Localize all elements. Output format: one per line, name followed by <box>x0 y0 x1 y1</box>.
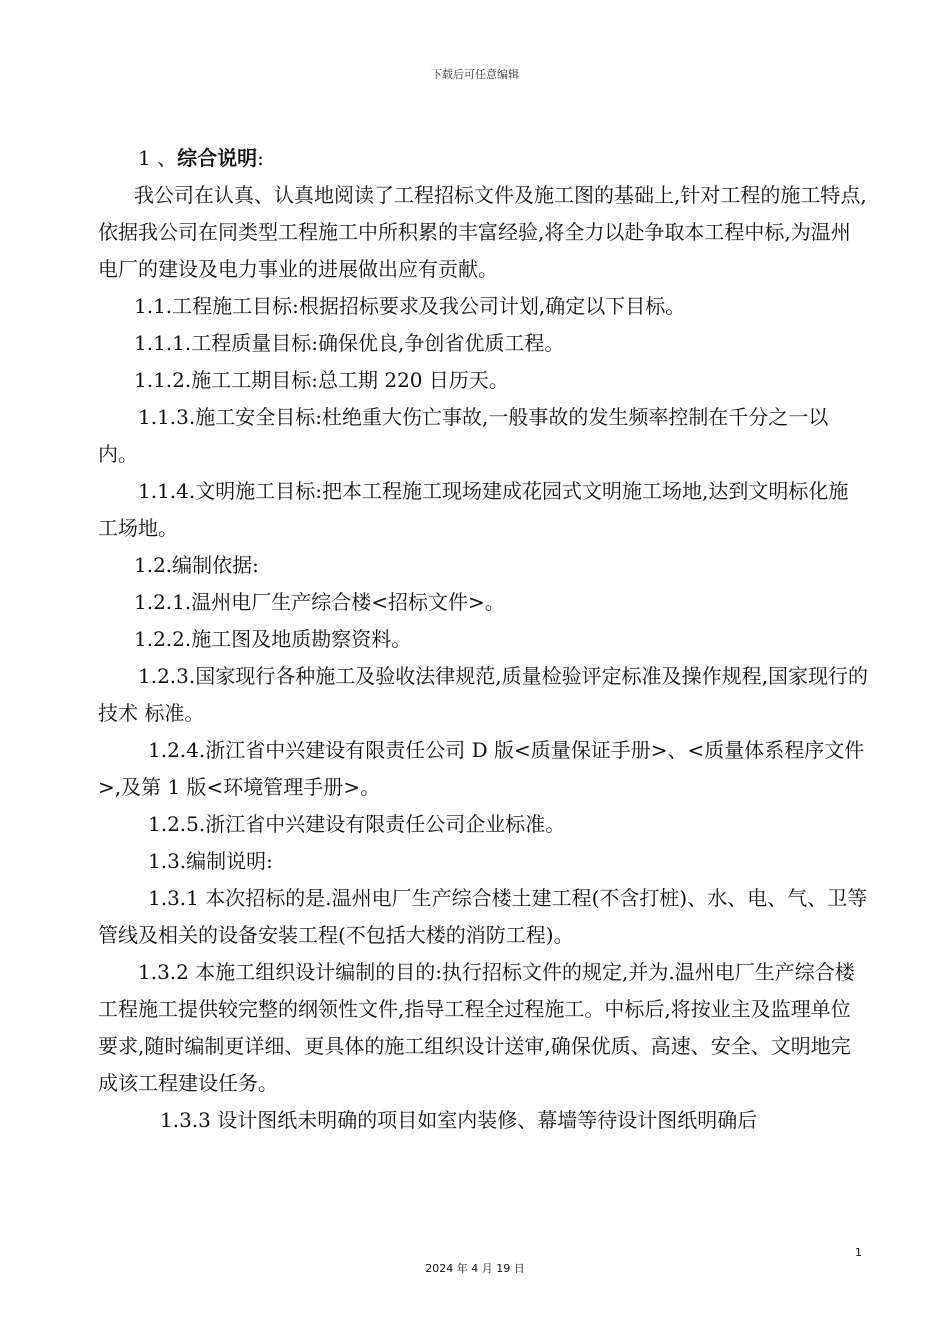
paragraph-1-3-2: 1.3.2 本施工组织设计编制的目的:执行招标文件的规定,并为.温州电厂生产综合楼工程施工提供较完整的纲领性文件,指导工程全过程施工。中标后,将按业主及监理单位要求,随时编制更详细、更具体的施工组织设计送审,确保优质、高速、安全、文明地完成该工程建设任务。 <box>98 960 855 1095</box>
paragraph-1-1-2: 1.1.2.施工工期目标:总工期 220 日历天。 <box>134 368 509 392</box>
paragraph-1-3-3: 1.3.3 设计图纸未明确的项目如室内装修、幕墙等待设计图纸明确后 <box>160 1108 758 1132</box>
page-header: 下载后可任意编辑 <box>431 68 519 81</box>
paragraph-1-1-1: 1.1.1.工程质量目标:确保优良,争创省优质工程。 <box>134 331 565 355</box>
paragraph-1-1: 1.1.工程施工目标:根据招标要求及我公司计划,确定以下目标。 <box>134 294 686 318</box>
footer-date: 2024 年 4 月 19 日 <box>425 1262 525 1275</box>
paragraph-1-2-4: 1.2.4.浙江省中兴建设有限责任公司 D 版<质量保证手册>、<质量体系程序文件>,及第 1 版<环境管理手册>。 <box>98 738 865 799</box>
paragraph-1-2-3: 1.2.3.国家现行各种施工及验收法律规范,质量检验评定标准及操作规程,国家现行的技术 标准。 <box>98 664 868 725</box>
paragraph-1-2-1: 1.2.1.温州电厂生产综合楼<招标文件>。 <box>134 590 505 614</box>
section-colon: : <box>257 146 264 170</box>
document-body <box>98 140 868 1139</box>
paragraph-1-3-1: 1.3.1 本次招标的是.温州电厂生产综合楼土建工程(不含打桩)、水、电、气、卫等管线及相关的设备安装工程(不包括大楼的消防工程)。 <box>98 886 868 947</box>
paragraph-intro: 我公司在认真、认真地阅读了工程招标文件及施工图的基础上,针对工程的施工特点,依据我公司在同类型工程施工中所积累的丰富经验,将全力以赴争取本工程中标,为温州电厂的建设及电力事业的进展做出应有贡献。 <box>98 183 867 281</box>
paragraph-1-2-2: 1.2.2.施工图及地质勘察资料。 <box>134 627 412 651</box>
paragraph-1-2-5: 1.2.5.浙江省中兴建设有限责任公司企业标准。 <box>148 812 566 836</box>
section-number: 1 、 <box>138 146 178 170</box>
page-number: 1 <box>855 1246 862 1259</box>
paragraph-1-1-4: 1.1.4.文明施工目标:把本工程施工现场建成花园式文明施工场地,达到文明标化施工场地。 <box>98 479 849 540</box>
paragraph-1-3: 1.3.编制说明: <box>148 849 273 873</box>
section-heading: 综合说明 <box>177 146 258 170</box>
paragraph-1-2: 1.2.编制依据: <box>134 553 259 577</box>
paragraph-1-1-3: 1.1.3.施工安全目标:杜绝重大伤亡事故,一般事故的发生频率控制在千分之一以内。 <box>98 405 829 466</box>
section-title <box>98 140 868 177</box>
